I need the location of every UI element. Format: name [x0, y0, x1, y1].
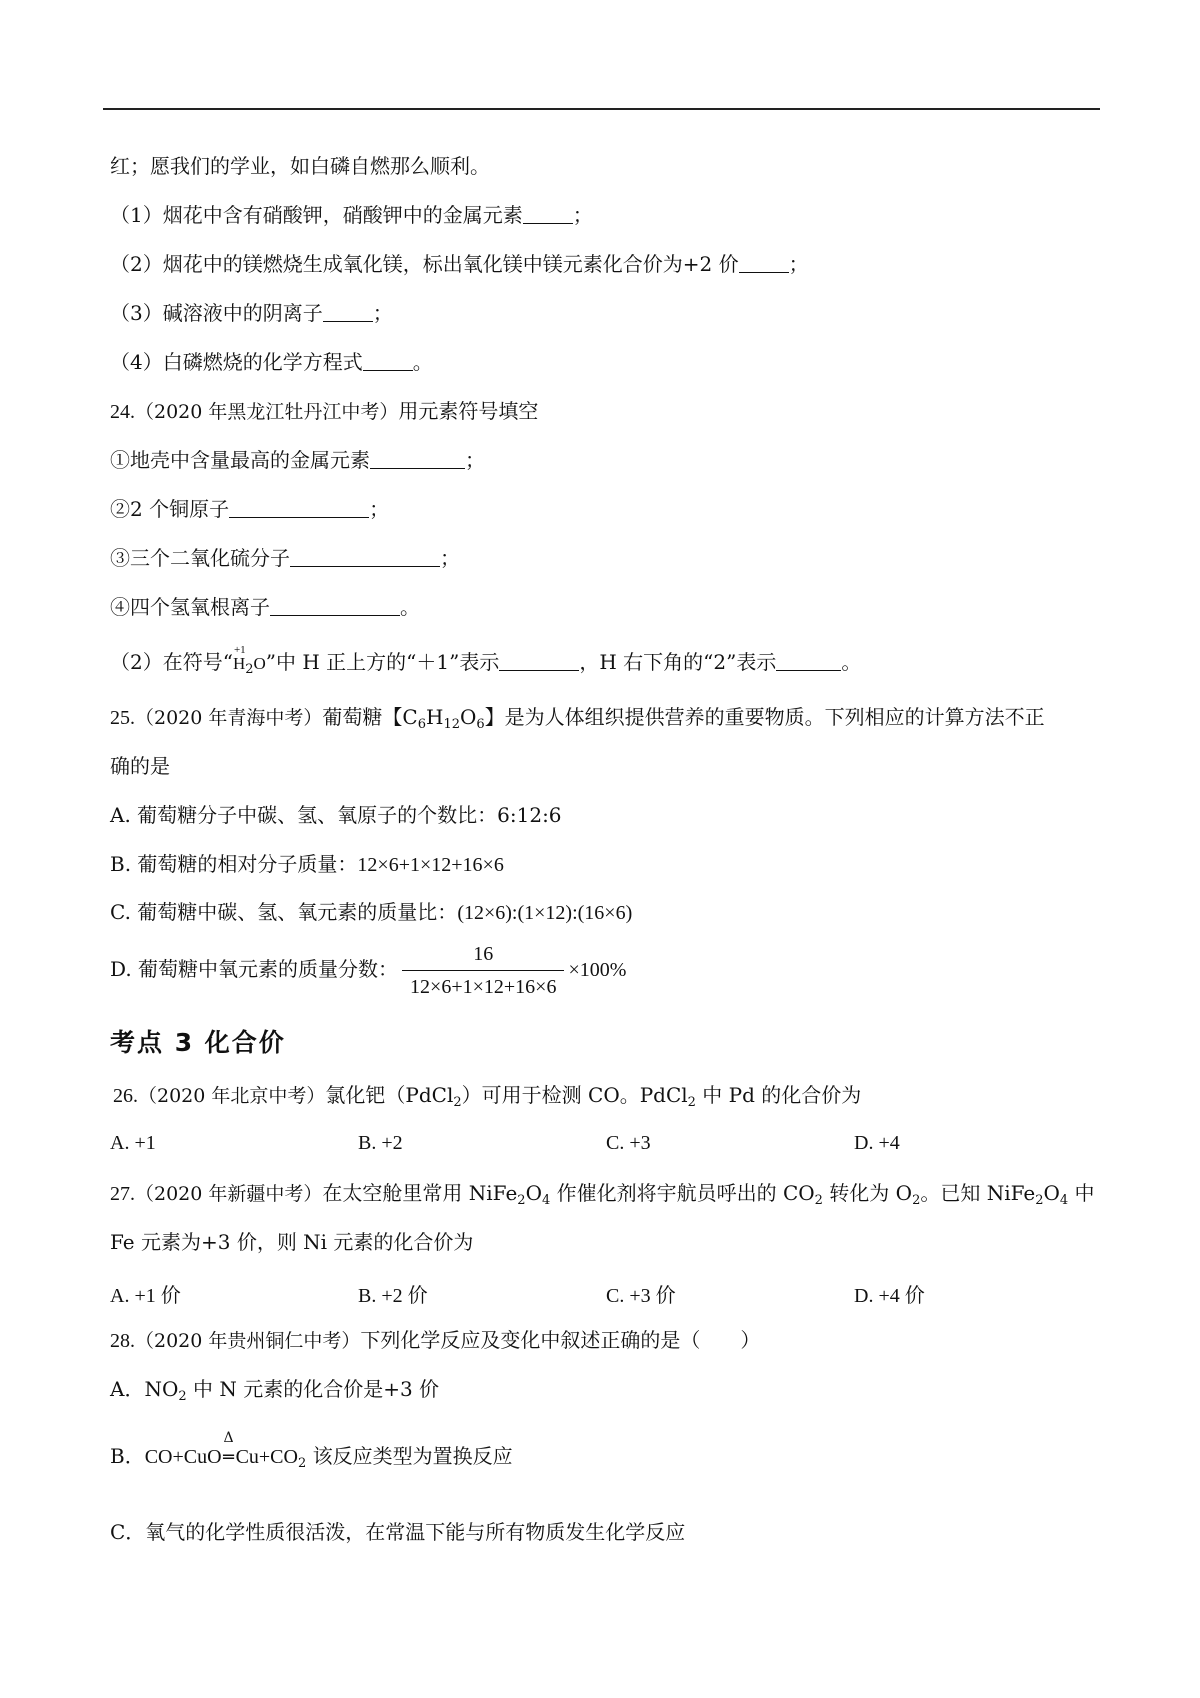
answer-blank[interactable] [323, 303, 373, 322]
option-expression: (12×6):(1×12):(16×6) [457, 902, 633, 924]
q27-option-a[interactable]: A. +1 价 [110, 1285, 181, 1307]
subscript: 2 [687, 1095, 696, 1110]
formula-h: H [232, 654, 246, 673]
question-text: 中 [1068, 1181, 1095, 1205]
option-text: 该反应类型为置换反应 [306, 1444, 513, 1468]
answer-blank[interactable] [776, 652, 841, 671]
subscript: 2 [178, 1389, 187, 1404]
answer-blank[interactable] [499, 652, 579, 671]
question-text: 转化为 O [822, 1181, 913, 1205]
question-27-stem-cont: Fe 元素为+3 价，则 Ni 元素的化合价为 [110, 1230, 474, 1254]
answer-blank[interactable] [739, 254, 789, 273]
q24-item-1-end: ； [465, 448, 485, 472]
question-text: O [525, 1181, 542, 1205]
question-text: ）可用于检测 CO。PdCl [461, 1083, 688, 1107]
heat-condition [222, 1430, 236, 1470]
q24-item-3 [110, 546, 460, 570]
question-27-stem [110, 1181, 1095, 1206]
sub-item-2 [110, 252, 809, 276]
sub-item-1 [110, 203, 593, 227]
option-expression: 12×6+1×12+16×6 [357, 854, 504, 876]
question-text: 中 Pd 的化合价为 [695, 1083, 862, 1107]
q24-part2-text-d: 。 [841, 650, 862, 674]
valence-sup: +1 [233, 644, 246, 656]
question-24-stem [110, 399, 538, 424]
valence-formula [232, 644, 266, 677]
question-number: 24. [110, 401, 135, 423]
q27-option-b[interactable]: B. +2 价 [358, 1285, 428, 1307]
header-rule [103, 108, 1100, 110]
option-label: A．NO [110, 1377, 179, 1401]
question-25-stem [110, 705, 1045, 730]
formula-part: H [426, 705, 444, 729]
answer-blank[interactable] [229, 499, 369, 518]
q24-item-2-end: ； [369, 497, 390, 521]
subscript: 2 [1035, 1193, 1044, 1208]
option-label: B． [110, 1444, 145, 1468]
question-text: 下列化学反应及变化中叙述正确的是（ ） [360, 1328, 761, 1352]
subscript: 4 [541, 1193, 551, 1208]
fraction [402, 940, 564, 1001]
subscript: 4 [1059, 1193, 1069, 1208]
question-source: （2020 年黑龙江牡丹江中考） [135, 401, 399, 423]
subscript: 2 [297, 1456, 307, 1471]
q24-item-3-label: ③三个二氧化硫分子 [110, 546, 290, 570]
subscript: 6 [476, 717, 485, 732]
q24-item-2-label: ②2 个铜原子 [110, 497, 230, 521]
sub-item-3-end: ； [372, 301, 393, 325]
section-title: 考点 3 化合价 [110, 1028, 286, 1057]
subscript: 2 [517, 1193, 526, 1208]
formula-part: O [460, 705, 477, 729]
equals-sign: ═ [223, 1447, 234, 1468]
fraction-numerator: 16 [473, 943, 494, 965]
answer-blank[interactable] [523, 205, 573, 224]
subscript: 2 [912, 1193, 921, 1208]
q28-option-a[interactable] [110, 1377, 440, 1404]
fraction-denominator: 12×6+1×12+16×6 [402, 970, 564, 1001]
answer-blank[interactable] [363, 352, 413, 371]
option-label: B. 葡萄糖的相对分子质量： [110, 852, 358, 876]
q24-item-4-label: ④四个氢氧根离子 [110, 595, 270, 619]
subscript: 2 [814, 1193, 823, 1208]
question-number: 27. [110, 1183, 135, 1205]
question-text: 葡萄糖【C [322, 705, 418, 729]
q24-item-1 [110, 448, 485, 472]
q24-item-1-label: ①地壳中含量最高的金属元素 [110, 448, 370, 472]
question-25-stem-cont: 确的是 [110, 754, 170, 778]
question-text: 在太空舱里常用 NiFe [322, 1181, 518, 1205]
question-text: 。已知 NiFe [920, 1181, 1036, 1205]
option-label: C. 葡萄糖中碳、氢、氧元素的质量比： [110, 900, 458, 924]
question-number: 28. [110, 1330, 135, 1352]
question-source: （2020 年新疆中考） [135, 1183, 323, 1205]
q28-option-b[interactable] [110, 1430, 513, 1471]
answer-blank[interactable] [370, 450, 465, 469]
question-text: 作催化剂将宇航员呼出的 CO [550, 1181, 815, 1205]
q25-option-a[interactable]: A. 葡萄糖分子中碳、氢、氧原子的个数比：6:12:6 [110, 803, 562, 827]
question-number: 26. [113, 1085, 138, 1107]
question-number: 25. [110, 707, 135, 729]
q24-item-4 [110, 595, 420, 619]
q26-option-d[interactable]: D. +4 [854, 1132, 900, 1154]
q28-option-c[interactable]: C．氧气的化学性质很活泼，在常温下能与所有物质发生化学反应 [110, 1520, 686, 1544]
question-source: （2020 年贵州铜仁中考） [135, 1330, 361, 1352]
q25-option-c[interactable] [110, 900, 632, 925]
option-text: 中 N 元素的化合价是+3 价 [186, 1377, 440, 1401]
q26-option-c[interactable]: C. +3 [606, 1132, 651, 1154]
q27-option-c[interactable]: C. +3 价 [606, 1285, 676, 1307]
q26-option-a[interactable]: A. +1 [110, 1132, 156, 1154]
q27-option-d[interactable]: D. +4 价 [854, 1285, 925, 1307]
delta-symbol: Δ [223, 1430, 234, 1446]
q24-part-2 [110, 644, 862, 677]
question-source: （2020 年北京中考） [138, 1085, 326, 1107]
q26-option-b[interactable]: B. +2 [358, 1132, 403, 1154]
equation-lhs: CO+CuO [144, 1446, 222, 1468]
sub-item-4 [110, 350, 433, 374]
sub-item-4-end: 。 [412, 350, 433, 374]
formula-o: O [253, 654, 266, 673]
sub-item-2-end: ； [788, 252, 809, 276]
sub-item-1-end: ； [572, 203, 593, 227]
option-expression: ×100% [568, 959, 627, 981]
q24-item-3-end: ； [440, 546, 460, 570]
q24-item-4-end: 。 [400, 595, 420, 619]
sub-item-3 [110, 301, 393, 325]
q25-option-d[interactable] [110, 940, 626, 1001]
sub-item-4-label: （4）白磷燃烧的化学方程式 [110, 350, 363, 374]
answer-blank[interactable] [290, 548, 440, 567]
subscript: 2 [453, 1095, 462, 1110]
question-text: 用元素符号填空 [398, 399, 539, 423]
sub-item-3-label: （3）碱溶液中的阴离子 [110, 301, 323, 325]
q24-part2-text-b: ”中 H 正上方的“＋1”表示 [265, 650, 500, 674]
subscript: 12 [443, 717, 460, 732]
q25-option-b[interactable] [110, 852, 504, 877]
question-text: O [1043, 1181, 1060, 1205]
question-text: 氯化钯（PdCl [325, 1083, 454, 1107]
sub-item-2-label: （2）烟花中的镁燃烧生成氧化镁，标出氧化镁中镁元素化合价为+2 价 [110, 252, 739, 276]
formula-sub: 2 [245, 662, 254, 677]
equation-rhs: Cu+CO [235, 1446, 298, 1468]
option-label: D. 葡萄糖中氧元素的质量分数： [110, 957, 399, 981]
sub-item-1-label: （1）烟花中含有硝酸钾，硝酸钾中的金属元素 [110, 203, 523, 227]
intro-tail: 红；愿我们的学业，如白磷自燃那么顺利。 [110, 154, 490, 178]
question-source: （2020 年青海中考） [135, 707, 323, 729]
q24-part2-text-c: ，H 右下角的“2”表示 [579, 650, 777, 674]
question-28-stem [110, 1328, 760, 1353]
q24-item-2 [110, 497, 389, 521]
question-text: 】是为人体组织提供营养的重要物质。下列相应的计算方法不正 [484, 705, 1045, 729]
question-26-stem [113, 1083, 861, 1108]
subscript: 6 [417, 717, 426, 732]
q24-part2-text: （2）在符号“ [110, 650, 233, 674]
answer-blank[interactable] [270, 597, 400, 616]
